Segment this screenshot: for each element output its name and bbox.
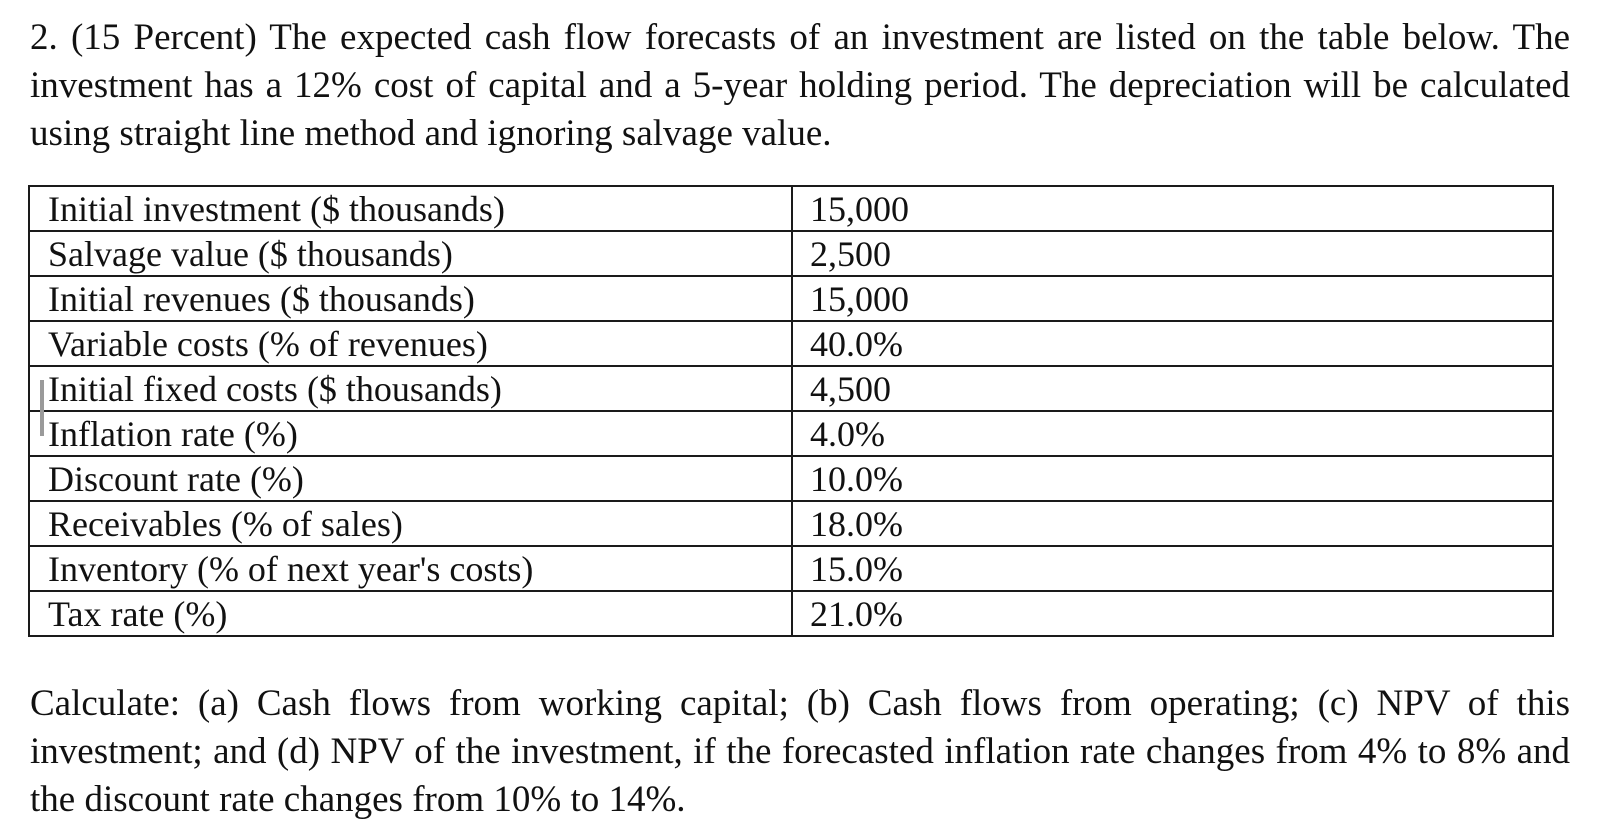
- text-cursor-mark: [40, 380, 44, 436]
- row-value: 15,000: [792, 276, 1553, 321]
- row-value: 4,500: [792, 366, 1553, 411]
- row-value: 4.0%: [792, 411, 1553, 456]
- table-row: [29, 411, 1553, 456]
- row-value: 18.0%: [792, 501, 1553, 546]
- row-label: Discount rate (%): [29, 456, 792, 501]
- row-label: Salvage value ($ thousands): [29, 231, 792, 276]
- table-row: [29, 546, 1553, 591]
- table-row: [29, 276, 1553, 321]
- row-value: 21.0%: [792, 591, 1553, 636]
- table-row: [29, 366, 1553, 411]
- table-row: [29, 321, 1553, 366]
- row-label: Variable costs (% of revenues): [29, 321, 792, 366]
- table-row: [29, 231, 1553, 276]
- row-value: 40.0%: [792, 321, 1553, 366]
- row-label: Inflation rate (%): [29, 411, 792, 456]
- row-label: Tax rate (%): [29, 591, 792, 636]
- table-row: [29, 186, 1553, 231]
- row-label: Receivables (% of sales): [29, 501, 792, 546]
- row-label: Initial revenues ($ thousands): [29, 276, 792, 321]
- table-row: [29, 591, 1553, 636]
- row-value: 15.0%: [792, 546, 1553, 591]
- problem-tasks: Calculate: (a) Cash flows from working capital; (b) Cash flows from operating; (c) NPV of this investment; and (d) NPV of the investment, if the forecasted inflation rate changes from 4% to 8% and the discount rate changes from 10% to 14%.: [30, 683, 1570, 820]
- table-row: [29, 501, 1553, 546]
- row-value: 10.0%: [792, 456, 1553, 501]
- row-value: 2,500: [792, 231, 1553, 276]
- problem-intro: 2. (15 Percent) The expected cash flow forecasts of an investment are listed on the table below. The investment has a 12% cost of capital and a 5-year holding period. The depreciation will be calculated using straight line method and ignoring salvage value.: [30, 17, 1570, 154]
- row-label: Inventory (% of next year's costs): [29, 546, 792, 591]
- row-label: Initial fixed costs ($ thousands): [29, 366, 792, 411]
- row-value: 15,000: [792, 186, 1553, 231]
- table-row: [29, 456, 1553, 501]
- cash-flow-table: [28, 185, 1554, 637]
- row-label: Initial investment ($ thousands): [29, 186, 792, 231]
